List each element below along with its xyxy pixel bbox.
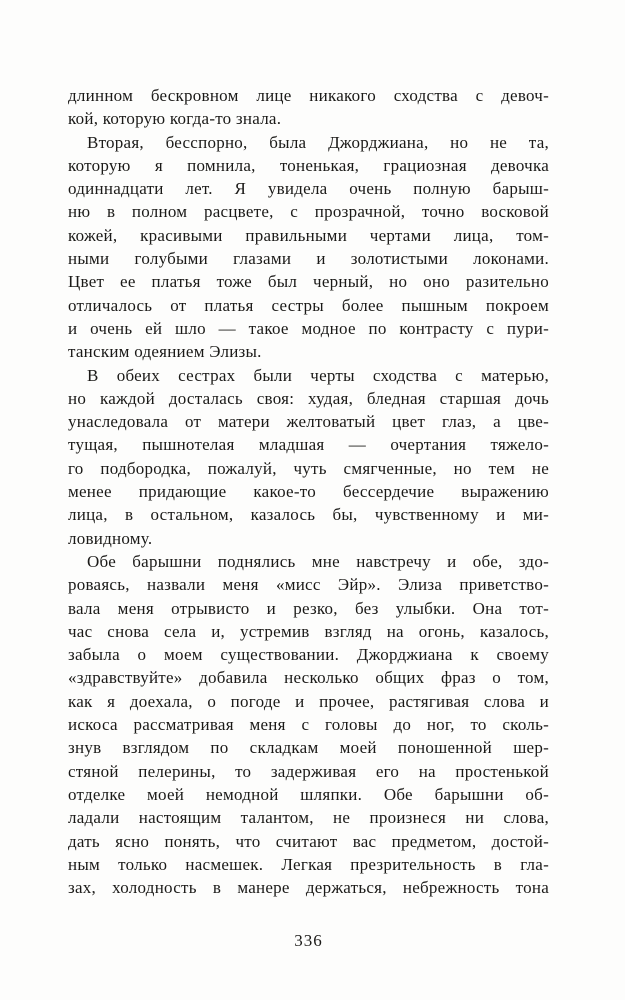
text-line: отличалось от платья сестры более пышным покроем bbox=[68, 295, 549, 315]
text-line: ню в полном расцвете, с прозрачной, точно восковой bbox=[68, 202, 549, 222]
text-line: лица, в остальном, казалось бы, чувственному и ми- bbox=[68, 505, 549, 525]
text-line: стяной пелерины, то задерживая его на простенькой bbox=[68, 761, 549, 781]
text-line: ными голубыми глазами и золотистыми локонами. bbox=[68, 249, 549, 269]
text-line: дать ясно понять, что считают вас предметом, достой- bbox=[68, 831, 549, 851]
text-line: отделке моей немодной шляпки. Обе барышни об- bbox=[68, 784, 549, 804]
text-line: Вторая, бесспорно, была Джорджиана, но не та, bbox=[87, 132, 549, 152]
text-line: В обеих сестрах были черты сходства с матерью, bbox=[87, 365, 549, 385]
text-line: Обе барышни поднялись мне навстречу и обе, здо- bbox=[87, 551, 549, 571]
text-line: унаследовала от матери желтоватый цвет глаз, а цве- bbox=[68, 412, 549, 432]
text-line: и очень ей шло — такое модное по контрасту с пури- bbox=[68, 318, 549, 338]
paragraph bbox=[68, 550, 549, 899]
paragraph bbox=[68, 131, 549, 364]
paragraph bbox=[68, 84, 549, 131]
text-line: ладали настоящим талантом, не произнеся ни слова, bbox=[68, 808, 549, 828]
text-line: тущая, пышнотелая младшая — очертания тяжело- bbox=[68, 435, 549, 455]
text-line: танским одеянием Элизы. bbox=[68, 342, 262, 362]
text-line: которую я помнила, тоненькая, грациозная девочка bbox=[68, 155, 549, 175]
text-line: час снова села и, устремив взгляд на огонь, казалось, bbox=[68, 621, 549, 641]
text-line: искоса рассматривая меня с головы до ног, то сколь- bbox=[68, 715, 549, 735]
text-line: как я доехала, о погоде и прочее, растягивая слова и bbox=[68, 691, 549, 711]
text-line: кожей, красивыми правильными чертами лица, том- bbox=[68, 225, 549, 245]
paragraph bbox=[68, 364, 549, 550]
text-line: забыла о моем существовании. Джорджиана к своему bbox=[68, 645, 549, 665]
text-line: ловидному. bbox=[68, 528, 153, 548]
text-line: роваясь, назвали меня «мисс Эйр». Элиза приветство- bbox=[68, 575, 549, 595]
text-line: кой, которую когда-то знала. bbox=[68, 109, 282, 129]
text-line: «здравствуйте» добавила несколько общих фраз о том, bbox=[68, 668, 549, 688]
text-line: знув взглядом по складкам моей поношенной шер- bbox=[68, 738, 549, 758]
text-line: вала меня отрывисто и резко, без улыбки. Она тот- bbox=[68, 598, 549, 618]
text-line: одиннадцати лет. Я увидела очень полную барыш- bbox=[68, 179, 549, 199]
text-line: менее придающие какое-то бессердечие выражению bbox=[68, 482, 549, 502]
page-text bbox=[68, 84, 549, 899]
text-line: Цвет ее платья тоже был черный, но оно разительно bbox=[68, 272, 549, 292]
text-line: зах, холодность в манере держаться, небрежность тона bbox=[68, 878, 549, 898]
text-line: но каждой досталась своя: худая, бледная старшая дочь bbox=[68, 388, 549, 408]
page-number: 336 bbox=[294, 931, 323, 950]
text-line: длинном бескровном лице никакого сходства с девоч- bbox=[68, 86, 549, 105]
text-line: го подбородка, пожалуй, чуть смягченные, но тем не bbox=[68, 458, 549, 478]
text-line: ным только насмешек. Легкая презрительность в гла- bbox=[68, 854, 549, 874]
